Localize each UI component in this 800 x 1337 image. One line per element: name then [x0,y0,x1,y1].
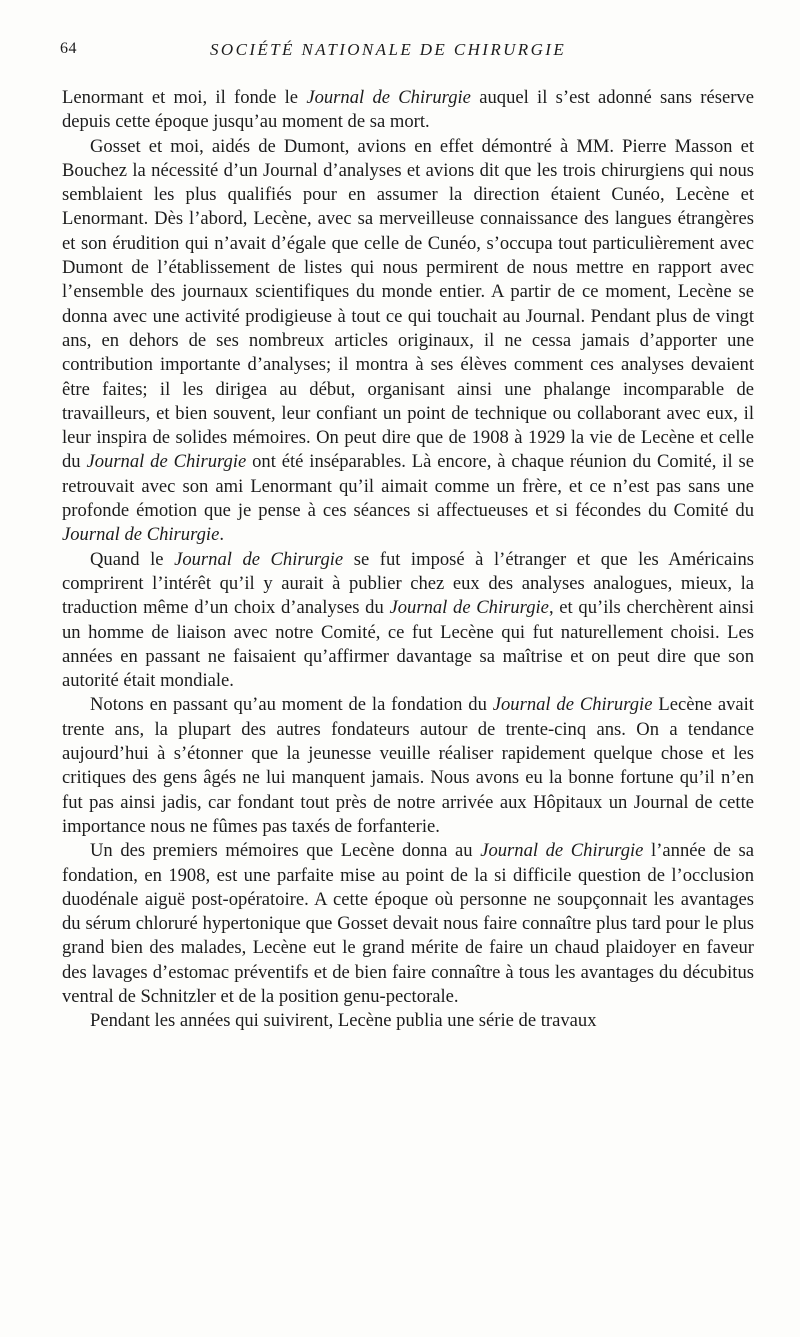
text-segment: Pendant les années qui suivirent, Lecène publia une série de travaux [90,1010,597,1032]
journal-title: Journal de Chirurgie [86,451,247,473]
journal-title: Journal de Chirurgie [62,524,220,546]
text-segment: Quand le [90,548,175,570]
journal-title: Journal de Chirurgie [174,548,344,570]
text-segment: Notons en passant qu’au moment de la fondation du [90,694,493,716]
text-segment: Un des premiers mémoires que Lecène donna au [90,840,481,862]
journal-title: Journal de Chirurgie [389,597,549,619]
page-header [60,40,756,64]
text-segment: Lecène avait trente ans, la plupart des autres fondateurs autour de trente-cinq ans. On a tendance aujourd’hui à s’étonner que la jeunesse veuille réaliser rapidement quelque chose et les critiques des gens âgés ne lui manquent jamais. Nous avons eu la bonne fortune qu’il n’en fut pas ainsi jadis, car fondant tout près de notre arrivée aux Hôpitaux un Journal de cette importance nous ne fûmes pas taxés de forfanterie. [62,694,754,837]
text-segment: . [219,524,225,546]
text-segment: ont été inséparables. Là encore, à chaque réunion du Comité, il se retrouvait avec son ami Lenormant qu’il aimait comme un frère, et ce n’est pas sans une profonde émotion que je pense à ces séances si affectueuses et si fécondes du Comité du [62,451,754,522]
text-segment: Gosset et moi, aidés de Dumont, avions en effet démontré à MM. Pierre Masson et Bouchez la nécessité d’un Journal d’analyses et avions dit que les trois chirurgiens qui nous semblaient les plus qualifiés pour en assumer la direction étaient Cunéo, Lecène et Lenormant. Dès l’abord, Lecène, avec sa merveilleuse connaissance des langues étrangères et son érudition qui n’avait d’égale que celle de Cunéo, s’occupa tout particulièrement avec Dumont de l’établissement de listes qui nous permirent de nous mettre en rapport avec l’ensemble des journaux scientifiques du monde entier. A partir de ce moment, Lecène se donna avec une activité prodigieuse à tout ce qui touchait au Journal. Pendant plus de vingt ans, en dehors de ses nombreux articles originaux, il ne cessa jamais d’apporter une contribution importante d’analyses; il montra à ses élèves comment ces analyses devaient être faites; il les dirigea au début, organisant ainsi une phalange incomparable de travailleurs, et bien souvent, leur confiant un point de technique ou collaborant avec eux, il leur inspira de solides mémoires. On peut dire que de 1908 à 1929 la vie de Lecène et celle du [62,135,754,473]
journal-title: Journal de Chirurgie [306,87,471,108]
text-segment: Lenormant et moi, il fonde le [62,87,307,108]
body-text [62,86,754,1034]
text-segment: , et qu’ils cherchèrent ainsi un homme de liaison avec notre Comité, ce fut Lecène qui fut naturellement choisi. Les années en passant ne faisaient qu’affirmer davantage sa maîtrise et on peut dire que son autorité était mondiale. [62,597,754,692]
paragraph-2 [62,135,754,548]
paragraph-1 [62,86,754,135]
running-title: SOCIÉTÉ NATIONALE DE CHIRURGIE [210,40,567,59]
paragraph-5 [62,839,754,1009]
page-number: 64 [60,40,77,57]
journal-title: Journal de Chirurgie [480,840,644,862]
text-segment: auquel il s’est adonné sans réserve depuis cette époque jusqu’au moment de sa mort. [62,87,754,133]
paragraph-4 [62,693,754,839]
journal-title: Journal de Chirurgie [492,694,653,716]
text-segment: se fut imposé à l’étranger et que les Américains comprirent l’intérêt qu’il y aurait à publier chez eux des analyses analogues, mieux, la traduction même d’un choix d’analyses du [62,548,754,619]
paragraph-6 [62,1009,754,1033]
paragraph-3 [62,548,754,694]
text-segment: l’année de sa fondation, en 1908, est une parfaite mise au point de la si difficile question de l’occlusion duodénale aiguë post-opératoire. A cette époque où personne ne soupçonnait les avantages du sérum chloruré hypertonique que Gosset devait nous faire connaître plus tard pour le plus grand bien des malades, Lecène eut le grand mérite de faire un chaud plaidoyer en faveur des lavages d’estomac préventifs et de bien faire connaître à tous les avantages du décubitus ventral de Schnitzler et de la position genu-pectorale. [62,840,754,1007]
